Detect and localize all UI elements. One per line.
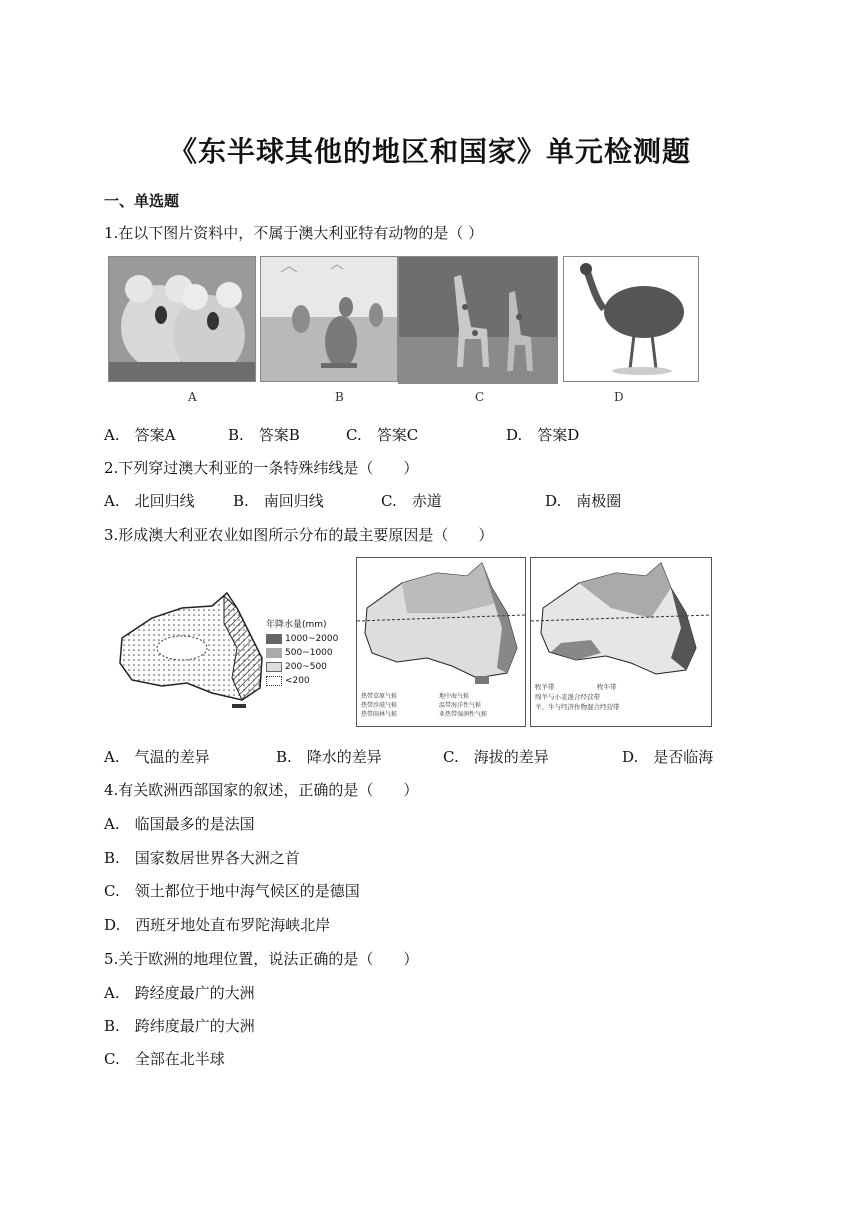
q3-option-c[interactable]: C. 海拔的差异 xyxy=(443,748,549,766)
q2-option-a[interactable]: A. 北回归线 xyxy=(104,492,195,510)
agri-legend xyxy=(535,682,707,712)
legend-item: 温带海洋性气候 xyxy=(439,702,482,709)
caption-d: D xyxy=(614,390,624,404)
q4-option-b[interactable]: B. 国家数居世界各大洲之首 xyxy=(104,849,300,867)
kangaroo-image xyxy=(260,256,398,382)
legend-swatch xyxy=(266,662,282,672)
caption-c: C xyxy=(475,390,485,404)
legend-item: 1000~2000 xyxy=(285,634,339,644)
legend-title: 年降水量(mm) xyxy=(266,620,327,630)
legend-item: 羊、牛与经济作物混合经营带 xyxy=(535,703,620,711)
q1-option-c[interactable]: C. 答案C xyxy=(346,426,419,444)
q3-option-a[interactable]: A. 气温的差异 xyxy=(104,748,210,766)
section-heading: 一、单选题 xyxy=(104,192,180,210)
caption-a: A xyxy=(188,390,197,404)
legend-item: 热带沙漠气候 xyxy=(361,702,398,709)
kangaroo-icon xyxy=(261,257,397,381)
legend-item: 绵羊与小麦混合经营带 xyxy=(535,693,600,701)
q3-option-d[interactable]: D. 是否临海 xyxy=(622,748,714,766)
q2-option-c[interactable]: C. 赤道 xyxy=(381,492,442,510)
legend-item: <200 xyxy=(285,676,310,686)
legend-item: 牧牛带 xyxy=(597,683,617,691)
koala-icon xyxy=(109,257,255,381)
q5-option-a[interactable]: A. 跨经度最广的大洲 xyxy=(104,984,255,1002)
legend-swatch xyxy=(266,648,282,658)
q4-option-c[interactable]: C. 领土都位于地中海气候区的是德国 xyxy=(104,882,360,900)
q2-option-b[interactable]: B. 南回归线 xyxy=(233,492,324,510)
q5-option-c[interactable]: C. 全部在北半球 xyxy=(104,1050,225,1068)
q4-option-d[interactable]: D. 西班牙地处直布罗陀海峡北岸 xyxy=(104,916,331,934)
legend-item: 热带草原气候 xyxy=(361,693,398,700)
legend-item: 牧羊带 xyxy=(535,683,555,691)
legend-item: 亚热带湿润性气候 xyxy=(439,711,488,718)
legend-item: 地中海气候 xyxy=(439,693,470,700)
emu-icon xyxy=(564,257,698,381)
giraffe-icon xyxy=(399,257,557,383)
q1-option-a[interactable]: A. 答案A xyxy=(104,426,176,444)
legend-item: 500~1000 xyxy=(285,648,333,658)
agriculture-map-icon xyxy=(531,558,711,680)
climate-map-icon xyxy=(357,558,525,686)
emu-image xyxy=(563,256,699,382)
q2-option-d[interactable]: D. 南极圈 xyxy=(545,492,622,510)
question-3-stem: 3.形成澳大利亚农业如图所示分布的最主要原因是（ ） xyxy=(104,526,494,544)
q1-option-d[interactable]: D. 答案D xyxy=(506,426,580,444)
legend-swatch xyxy=(266,634,282,644)
caption-b: B xyxy=(335,390,344,404)
legend-item: 200~500 xyxy=(285,662,327,672)
question-5-stem: 5.关于欧洲的地理位置，说法正确的是（ ） xyxy=(104,950,419,968)
climate-map xyxy=(356,557,526,727)
question-4-stem: 4.有关欧洲西部国家的叙述，正确的是（ ） xyxy=(104,781,419,799)
question-1-stem: 1.在以下图片资料中，不属于澳大利亚特有动物的是（ ） xyxy=(104,224,484,242)
legend-item: 热带雨林气候 xyxy=(361,711,398,718)
question-2-stem: 2.下列穿过澳大利亚的一条特殊纬线是（ ） xyxy=(104,459,419,477)
koala-image xyxy=(108,256,256,382)
q1-option-b[interactable]: B. 答案B xyxy=(228,426,300,444)
legend-swatch xyxy=(266,676,282,686)
precip-legend xyxy=(266,632,338,688)
q4-option-a[interactable]: A. 临国最多的是法国 xyxy=(104,815,255,833)
agriculture-map xyxy=(530,557,712,727)
giraffe-image xyxy=(398,256,558,384)
q3-option-b[interactable]: B. 降水的差异 xyxy=(276,748,382,766)
climate-legend xyxy=(361,692,521,719)
document-title: 《东半球其他的地区和国家》单元检测题 xyxy=(168,135,691,168)
q5-option-b[interactable]: B. 跨纬度最广的大洲 xyxy=(104,1017,255,1035)
